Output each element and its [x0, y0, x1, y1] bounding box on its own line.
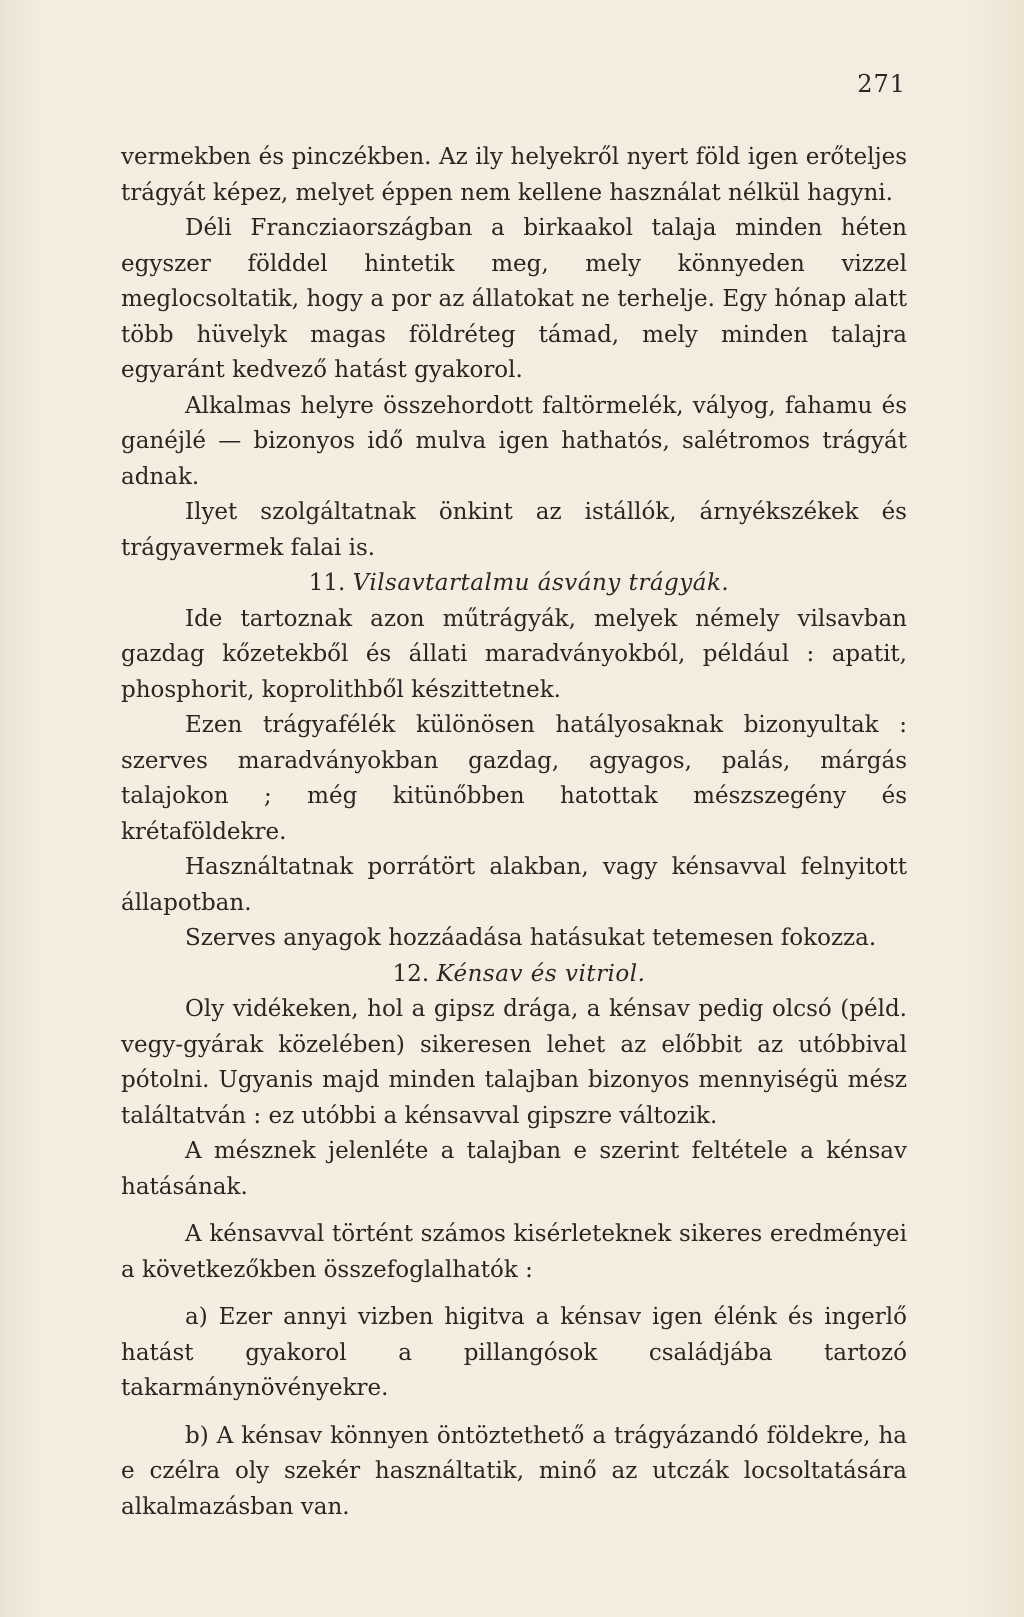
paragraph: Alkalmas helyre összehordott faltörmelék, vályog, fahamu és ganéjlé — bizonyos idő mulva igen hathatós, salétromos trágyát adnak.: [121, 392, 907, 490]
paragraph: Ide tartoznak azon műtrágyák, melyek némely vilsavban gazdag kőzetekből és állati maradványokból, például : apatit, phosphorit, koprolithből készittetnek.: [121, 605, 907, 703]
section-title: Kénsav és vitriol.: [436, 960, 646, 987]
paragraph: Ilyet szolgáltatnak önkint az istállók, árnyékszékek és trágyavermek falai is.: [121, 499, 907, 561]
page-body: [121, 140, 907, 1525]
paragraph: Oly vidékeken, hol a gipsz drága, a kénsav pedig olcsó (péld. vegy-gyárak közelében) sikeresen lehet az előbbit az utóbbival pótolni. Ugyanis majd minden talajban bizonyos mennyiségü mész találtatván : ez utóbbi a kénsavval gipszre változik.: [121, 996, 907, 1129]
list-item-b: b) A kénsav könnyen öntöztethető a trágyázandó földekre, ha e czélra oly szekér használtatik, minő az utczák locsoltatására alkalmazásban van.: [121, 1422, 907, 1520]
paragraph: Déli Francziaországban a birkaakol talaja minden héten egyszer földdel hintetik meg, mely könnyeden vizzel meglocsoltatik, hogy a por az állatokat ne terhelje. Egy hónap alatt több hüvelyk magas földréteg támad, mely minden talajra egyaránt kedvező hatást gyakorol.: [121, 215, 907, 383]
paragraph: A mésznek jelenléte a talajban e szerint feltétele a kénsav hatásának.: [121, 1138, 907, 1200]
paragraph: Szerves anyagok hozzáadása hatásukat tetemesen fokozza.: [185, 925, 877, 951]
paragraph: Használtatnak porrátört alakban, vagy kénsavval felnyitott állapotban.: [121, 854, 907, 916]
paragraph: Ezen trágyafélék különösen hatályosaknak bizonyultak : szerves maradványokban gazdag, agyagos, palás, márgás talajokon ; még kitünőbben hatottak mészszegény és krétaföldekre.: [121, 712, 907, 845]
section-heading: [121, 957, 907, 993]
section-title: Vilsavtartalmu ásvány trágyák.: [352, 570, 730, 596]
paragraph: A kénsavval történt számos kisérleteknek sikeres eredményei a következőkben összefoglalhatók :: [121, 1221, 907, 1283]
section-heading: [121, 566, 907, 602]
page-number: 271: [857, 70, 906, 98]
section-number: 11.: [308, 570, 346, 596]
paragraph: vermekben és pinczékben. Az ily helyekről nyert föld igen erőteljes trágyát képez, melyet éppen nem kellene használat nélkül hagyni.: [121, 144, 907, 206]
list-item-a: a) Ezer annyi vizben higitva a kénsav igen élénk és ingerlő hatást gyakorol a pillangósok családjába tartozó takarmánynövényekre.: [121, 1304, 907, 1401]
section-number: 12.: [392, 960, 430, 987]
